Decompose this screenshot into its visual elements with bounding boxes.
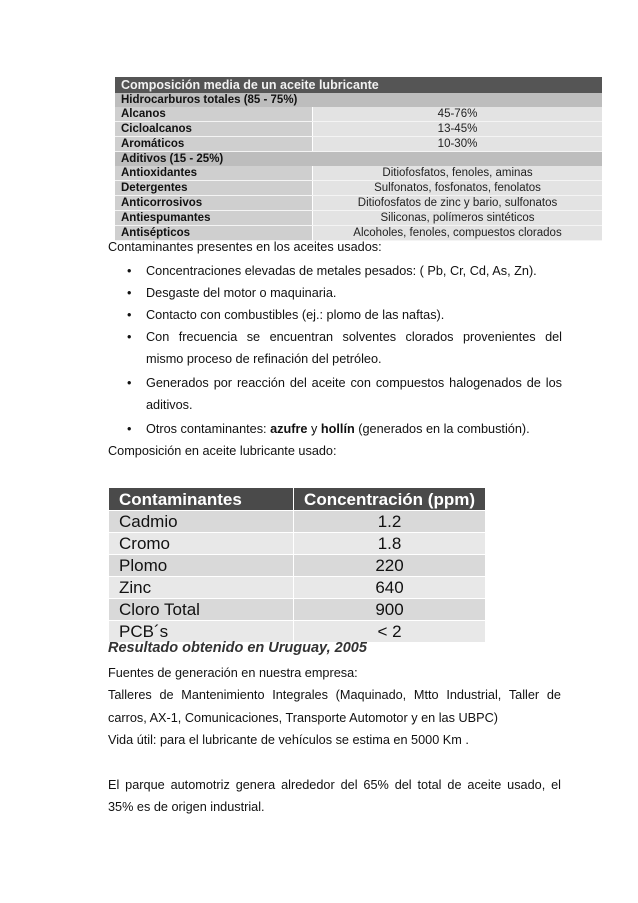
contaminant-name: Zinc: [109, 577, 294, 599]
contaminant-name: Plomo: [109, 555, 294, 577]
bullet-dot-icon: •: [127, 376, 132, 390]
contaminant-name: Cromo: [109, 533, 294, 555]
table-row: [115, 166, 602, 181]
park-paragraph: El parque automotriz genera alrededor del 65% del total de aceite usado, el: [108, 778, 561, 792]
table-row: [109, 511, 486, 533]
park-paragraph-continued: 35% es de origen industrial.: [108, 800, 265, 814]
bullet-text: [146, 421, 530, 437]
bullet-dot-icon: •: [127, 422, 132, 436]
bullet-dot-icon: •: [127, 308, 132, 322]
bullet-text-part: y: [307, 422, 321, 436]
contaminants-table: [108, 487, 486, 643]
composition-table: [115, 77, 602, 241]
header-concentration: Concentración (ppm): [294, 488, 486, 511]
table-row: [115, 122, 602, 137]
bullet-text: Con frecuencia se encuentran solventes clorados provenientes del: [146, 330, 562, 344]
contaminant-name: PCB´s: [109, 621, 294, 643]
contaminant-value: 900: [294, 599, 486, 621]
bullet-text: Desgaste del motor o maquinaria.: [146, 286, 337, 300]
bullet-text-continued: aditivos.: [146, 398, 193, 412]
row-value: 13-45%: [313, 122, 603, 137]
section-additives: Aditivos (15 - 25%): [115, 152, 602, 167]
bullet-text: Contacto con combustibles (ej.: plomo de las naftas).: [146, 308, 445, 322]
table-row: [109, 577, 486, 599]
table-row: [109, 599, 486, 621]
bold-azufre: azufre: [270, 422, 308, 436]
row-label: Alcanos: [115, 107, 313, 122]
row-label: Anticorrosivos: [115, 196, 313, 211]
table-row: [115, 181, 602, 196]
row-value: Ditiofosfatos, fenoles, aminas: [313, 166, 603, 181]
sources-line-continued: carros, AX-1, Comunicaciones, Transporte Automotor y en las UBPC): [108, 711, 498, 725]
row-value: Sulfonatos, fosfonatos, fenolatos: [313, 181, 603, 196]
table-row: [109, 533, 486, 555]
row-value: Alcoholes, fenoles, compuestos clorados: [313, 226, 603, 241]
bullet-dot-icon: •: [127, 330, 132, 344]
row-label: Aromáticos: [115, 137, 313, 152]
sources-line: Talleres de Mantenimiento Integrales (Maquinado, Mtto Industrial, Taller de: [108, 688, 561, 702]
bullet-text-continued: mismo proceso de refinación del petróleo.: [146, 352, 382, 366]
bold-hollin: hollín: [320, 422, 355, 436]
row-label: Cicloalcanos: [115, 122, 313, 137]
row-label: Detergentes: [115, 181, 313, 196]
bullet-dot-icon: •: [127, 286, 132, 300]
row-value: Ditiofosfatos de zinc y bario, sulfonatos: [313, 196, 603, 211]
contaminant-name: Cadmio: [109, 511, 294, 533]
table-row: [115, 137, 602, 152]
bullet-text: Generados por reacción del aceite con compuestos halogenados de los: [146, 376, 562, 390]
row-label: Antioxidantes: [115, 166, 313, 181]
used-oil-label: Composición en aceite lubricante usado:: [108, 444, 337, 458]
bullet-dot-icon: •: [127, 264, 132, 278]
row-value: Siliconas, polímeros sintéticos: [313, 211, 603, 226]
header-contaminants: Contaminantes: [109, 488, 294, 511]
contaminant-value: 640: [294, 577, 486, 599]
table-row: [115, 196, 602, 211]
sources-label: Fuentes de generación en nuestra empresa:: [108, 666, 358, 680]
table-row: [115, 211, 602, 226]
contaminant-value: 220: [294, 555, 486, 577]
bullet-text-part: (generados en la combustión).: [354, 422, 530, 436]
row-label: Antisépticos: [115, 226, 313, 241]
contaminant-value: 1.2: [294, 511, 486, 533]
table-caption: Resultado obtenido en Uruguay, 2005: [108, 640, 367, 656]
section-hydrocarbons: Hidrocarburos totales (85 - 75%): [115, 93, 602, 107]
bullet-text-part: Otros contaminantes:: [146, 422, 271, 436]
contaminant-value: 1.8: [294, 533, 486, 555]
contaminants-intro: Contaminantes presentes en los aceites usados:: [108, 240, 382, 254]
useful-life: Vida útil: para el lubricante de vehículos se estima en 5000 Km .: [108, 733, 469, 747]
row-label: Antiespumantes: [115, 211, 313, 226]
bullet-text: Concentraciones elevadas de metales pesados: ( Pb, Cr, Cd, As, Zn).: [146, 264, 537, 278]
contaminant-name: Cloro Total: [109, 599, 294, 621]
row-value: 45-76%: [313, 107, 603, 122]
contaminant-value: < 2: [294, 621, 486, 643]
table-row: [115, 107, 602, 122]
row-value: 10-30%: [313, 137, 603, 152]
composition-table-title: Composición media de un aceite lubricante: [115, 77, 602, 93]
table-row: [109, 555, 486, 577]
